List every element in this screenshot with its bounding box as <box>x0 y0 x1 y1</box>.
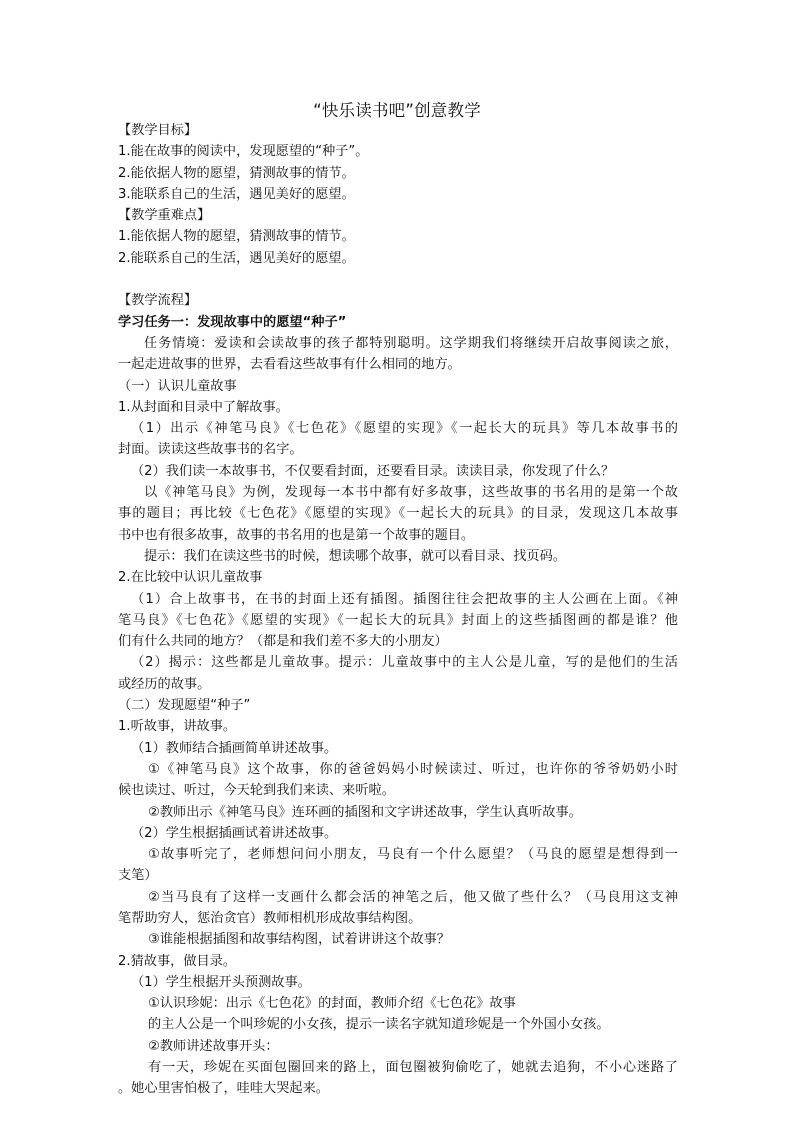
text-line: 有一天，珍妮在买面包圈回来的路上，面包圈被狗偷吃了，她就去追狗，不小心迷路了 <box>148 1060 678 1076</box>
text-line <box>118 269 678 290</box>
text-line: 【教学目标】 <box>118 123 198 138</box>
text-line: ②教师出示《神笔马良》连环画的插图和文字讲述故事，学生认真听故事。 <box>148 804 582 820</box>
text-line: 【教学流程】 <box>118 293 198 309</box>
text-line: （2）学生根据插画试着讲述故事。 <box>131 825 338 841</box>
text-line: （一）认识儿童故事 <box>118 378 237 394</box>
text-line: 笔马良》《七色花》《愿望的实现》《一起长大的玩具》封面上的这些插图画的都是谁？他 <box>118 612 678 628</box>
text-line: 提示：我们在读这些书的时候，想读哪个故事，就可以看目录、找页码。 <box>144 548 566 564</box>
text-line: 3.能联系自己的生活，遇见美好的愿望。 <box>118 186 355 202</box>
text-line: 一起走进故事的世界，去看看这些故事有什么相同的地方。 <box>118 357 461 373</box>
text-line: （1）学生根据开头预测故事。 <box>131 974 311 990</box>
text-line: 2.能联系自己的生活，遇见美好的愿望。 <box>118 250 355 266</box>
text-line: 2.能依据人物的愿望，猜测故事的情节。 <box>118 165 355 181</box>
text-line: 2.在比较中认识儿童故事 <box>118 570 263 586</box>
text-line: ①故事听完了，老师想问问小朋友，马良有一个什么愿望？（马良的愿望是想得到一 <box>148 847 678 863</box>
text-line: 们有什么共同的地方？（都是和我们差不多大的小朋友） <box>118 634 448 650</box>
text-line: 任务情境：爱读和会读故事的孩子都特别聪明。这学期我们将继续开启故事阅读之旅， <box>144 335 678 351</box>
text-line: 候也读过、听过，今天轮到我们来读、来听啦。 <box>118 783 395 799</box>
text-line: 事的题目；再比较《七色花》《愿望的实现》《一起长大的玩具》的目录，发现这几本故事 <box>118 506 678 522</box>
text-line: 封面。读读这些故事书的名字。 <box>118 442 303 458</box>
text-line: （1）合上故事书，在书的封面上还有插图。插图往往会把故事的主人公画在上面。《神 <box>131 591 678 607</box>
text-line: （2）我们读一本故事书，不仅要看封面，还要看目录。读读目录，你发现了什么？ <box>131 463 615 479</box>
text-line: 书中也有很多故事，故事的书名用的也是第一个故事的题目。 <box>118 527 475 543</box>
document-body <box>118 120 678 1100</box>
text-line: ②教师讲述故事开头： <box>148 1038 279 1054</box>
text-line: ②当马良有了这样一支画什么都会活的神笔之后，他又做了些什么？（马良用这支神 <box>148 889 678 905</box>
text-line: 或经历的故事。 <box>118 676 211 692</box>
text-line: ③谁能根据插图和故事结构图，试着讲讲这个故事？ <box>148 932 450 948</box>
text-line: 【教学重难点】 <box>118 208 211 224</box>
text-line: 2.猜故事，做目录。 <box>118 953 237 969</box>
text-line: 1.能依据人物的愿望，猜测故事的情节。 <box>118 229 355 245</box>
text-line: 1.听故事，讲故事。 <box>118 719 237 735</box>
text-line: （二）发现愿望“种子” <box>118 698 251 714</box>
text-line: ①《神笔马良》这个故事，你的爸爸妈妈小时候读过、听过，也许你的爷爷奶奶小时 <box>148 761 678 777</box>
text-line: ①认识珍妮：出示《七色花》的封面，教师介绍《七色花》故事 <box>148 996 516 1012</box>
text-line: （2）揭示：这些都是儿童故事。提示：儿童故事中的主人公是儿童，写的是他们的生活 <box>131 655 678 671</box>
text-line: （1）出示《神笔马良》《七色花》《愿望的实现》《一起长大的玩具》等几本故事书的 <box>131 421 678 437</box>
text-line: 支笔） <box>118 868 158 884</box>
text-line: 1.从封面和目录中了解故事。 <box>118 399 289 415</box>
text-line: 。她心里害怕极了，哇哇大哭起来。 <box>118 1081 329 1097</box>
text-line: （1）教师结合插画简单讲述故事。 <box>131 740 338 756</box>
text-line: 1.能在故事的阅读中，发现愿望的“种子”。 <box>118 144 369 160</box>
text-line: 笔帮助穷人，惩治贪官）教师相机形成故事结构图。 <box>118 910 422 926</box>
text-line: 以《神笔马良》为例，发现每一本书中都有好多故事，这些故事的书名用的是第一个故 <box>144 485 678 501</box>
section-heading: 学习任务一：发现故事中的愿望“种子” <box>118 314 347 330</box>
document-title: “快乐读书吧”创意教学 <box>313 101 481 120</box>
text-line: 的主人公是一个叫珍妮的小女孩，提示一读名字就知道珍妮是一个外国小女孩。 <box>148 1017 610 1033</box>
